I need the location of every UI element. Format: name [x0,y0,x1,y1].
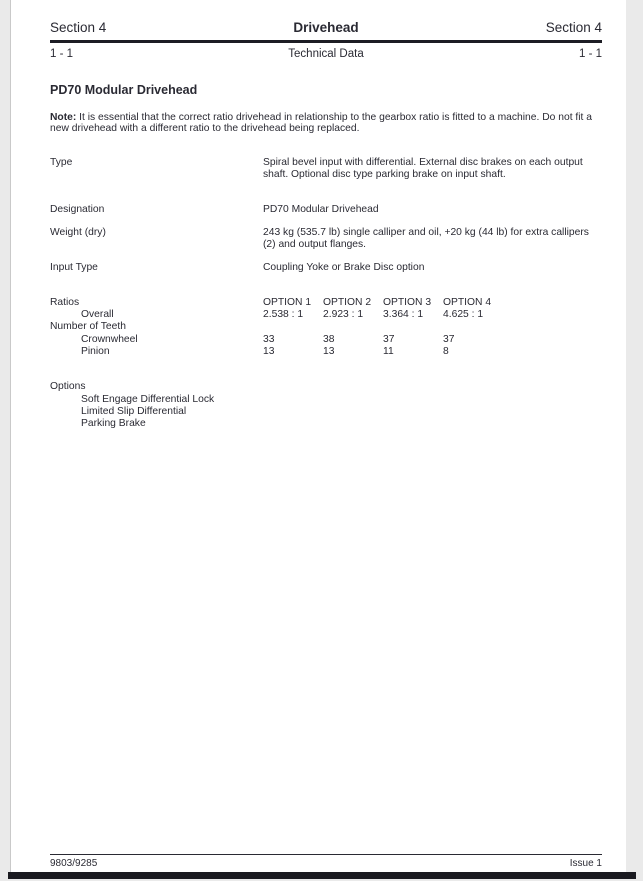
options-label: Options [50,381,86,393]
ratios-table [50,297,602,358]
spec-value: PD70 Modular Drivehead [263,203,379,215]
ratio-value: 11 [383,346,394,358]
document-page [10,0,626,872]
ratio-value [383,321,443,333]
ratios-row-overall [50,309,602,321]
ratios-row-number-of-teeth [50,321,602,333]
ratios-column-header: OPTION 4 [443,296,492,308]
note-text: It is essential that the correct ratio drivehead in relationship to the gearbox ratio is fitted to a machine. Do not fit a new drivehead with a different ratio to the drivehead being replaced. [50,111,593,134]
ratios-section-label: Ratios [50,296,80,308]
ratio-value: 2.538 : 1 [263,309,304,321]
page-content [11,0,626,872]
note-paragraph [50,112,602,135]
ratio-value: 38 [323,333,335,345]
spec-row-type [50,157,602,180]
spec-value: 243 kg (535.7 lb) single calliper and oil, +20 kg (44 lb) for extra callipers (2) and output flanges. [263,227,589,250]
page-title: PD70 Modular Drivehead [50,82,198,97]
ratio-value: 13 [323,346,335,358]
ratios-column-header: OPTION 3 [383,296,432,308]
footer-row [50,858,602,869]
header-page-left: 1 - 1 [50,47,74,60]
note-label: Note: [50,111,77,123]
option-item: Parking Brake [81,417,146,429]
header-section-left: Section 4 [50,20,107,35]
option-item: Limited Slip Differential [81,405,187,417]
spec-label: Designation [50,203,105,215]
header-page-right: 1 - 1 [578,47,602,60]
ratios-column-header: OPTION 2 [323,296,372,308]
ratios-row-label: Overall [81,309,114,321]
header-row-top [50,20,602,35]
spec-value: Coupling Yoke or Brake Disc option [263,262,425,274]
ratios-row-label: Pinion [81,346,110,358]
ratios-row-crownwheel [50,334,602,346]
ratio-value [263,321,323,333]
option-item: Soft Engage Differential Lock [81,393,215,405]
spec-row-designation [50,204,602,216]
page-edge-shadow [8,872,636,879]
spec-row-input-type [50,262,602,274]
header-section-right: Section 4 [545,20,602,35]
ratios-row-pinion [50,346,602,358]
spec-row-weight [50,227,602,250]
ratio-value: 3.364 : 1 [383,309,424,321]
header-subtitle: Technical Data [288,47,364,60]
ratios-row-label: Number of Teeth [50,321,126,333]
header-row-bottom [50,48,602,60]
spec-value: Spiral bevel input with differential. External disc brakes on each output shaft. Optional disc type parking brake on input shaft. [263,157,583,180]
ratio-value: 2.923 : 1 [323,309,364,321]
ratio-value: 4.625 : 1 [443,309,484,321]
spec-label: Type [50,157,73,169]
header-rule [50,40,602,43]
ratio-value: 37 [383,333,395,345]
header-title: Drivehead [293,20,359,35]
spec-label: Weight (dry) [50,227,106,239]
options-section [50,381,602,430]
page-header [50,20,602,60]
footer-rule [50,854,602,855]
ratios-header-row [50,297,602,309]
ratio-value [443,321,503,333]
ratio-value: 13 [263,346,275,358]
ratios-row-label: Crownwheel [81,333,138,345]
ratio-value: 37 [443,333,455,345]
ratio-value: 33 [263,333,275,345]
ratio-value [323,321,383,333]
footer-issue: Issue 1 [569,858,602,869]
footer-doc-number: 9803/9285 [50,858,98,869]
page-footer [50,854,602,869]
ratios-column-header: OPTION 1 [263,296,312,308]
spec-label: Input Type [50,262,98,274]
ratio-value: 8 [443,346,449,358]
